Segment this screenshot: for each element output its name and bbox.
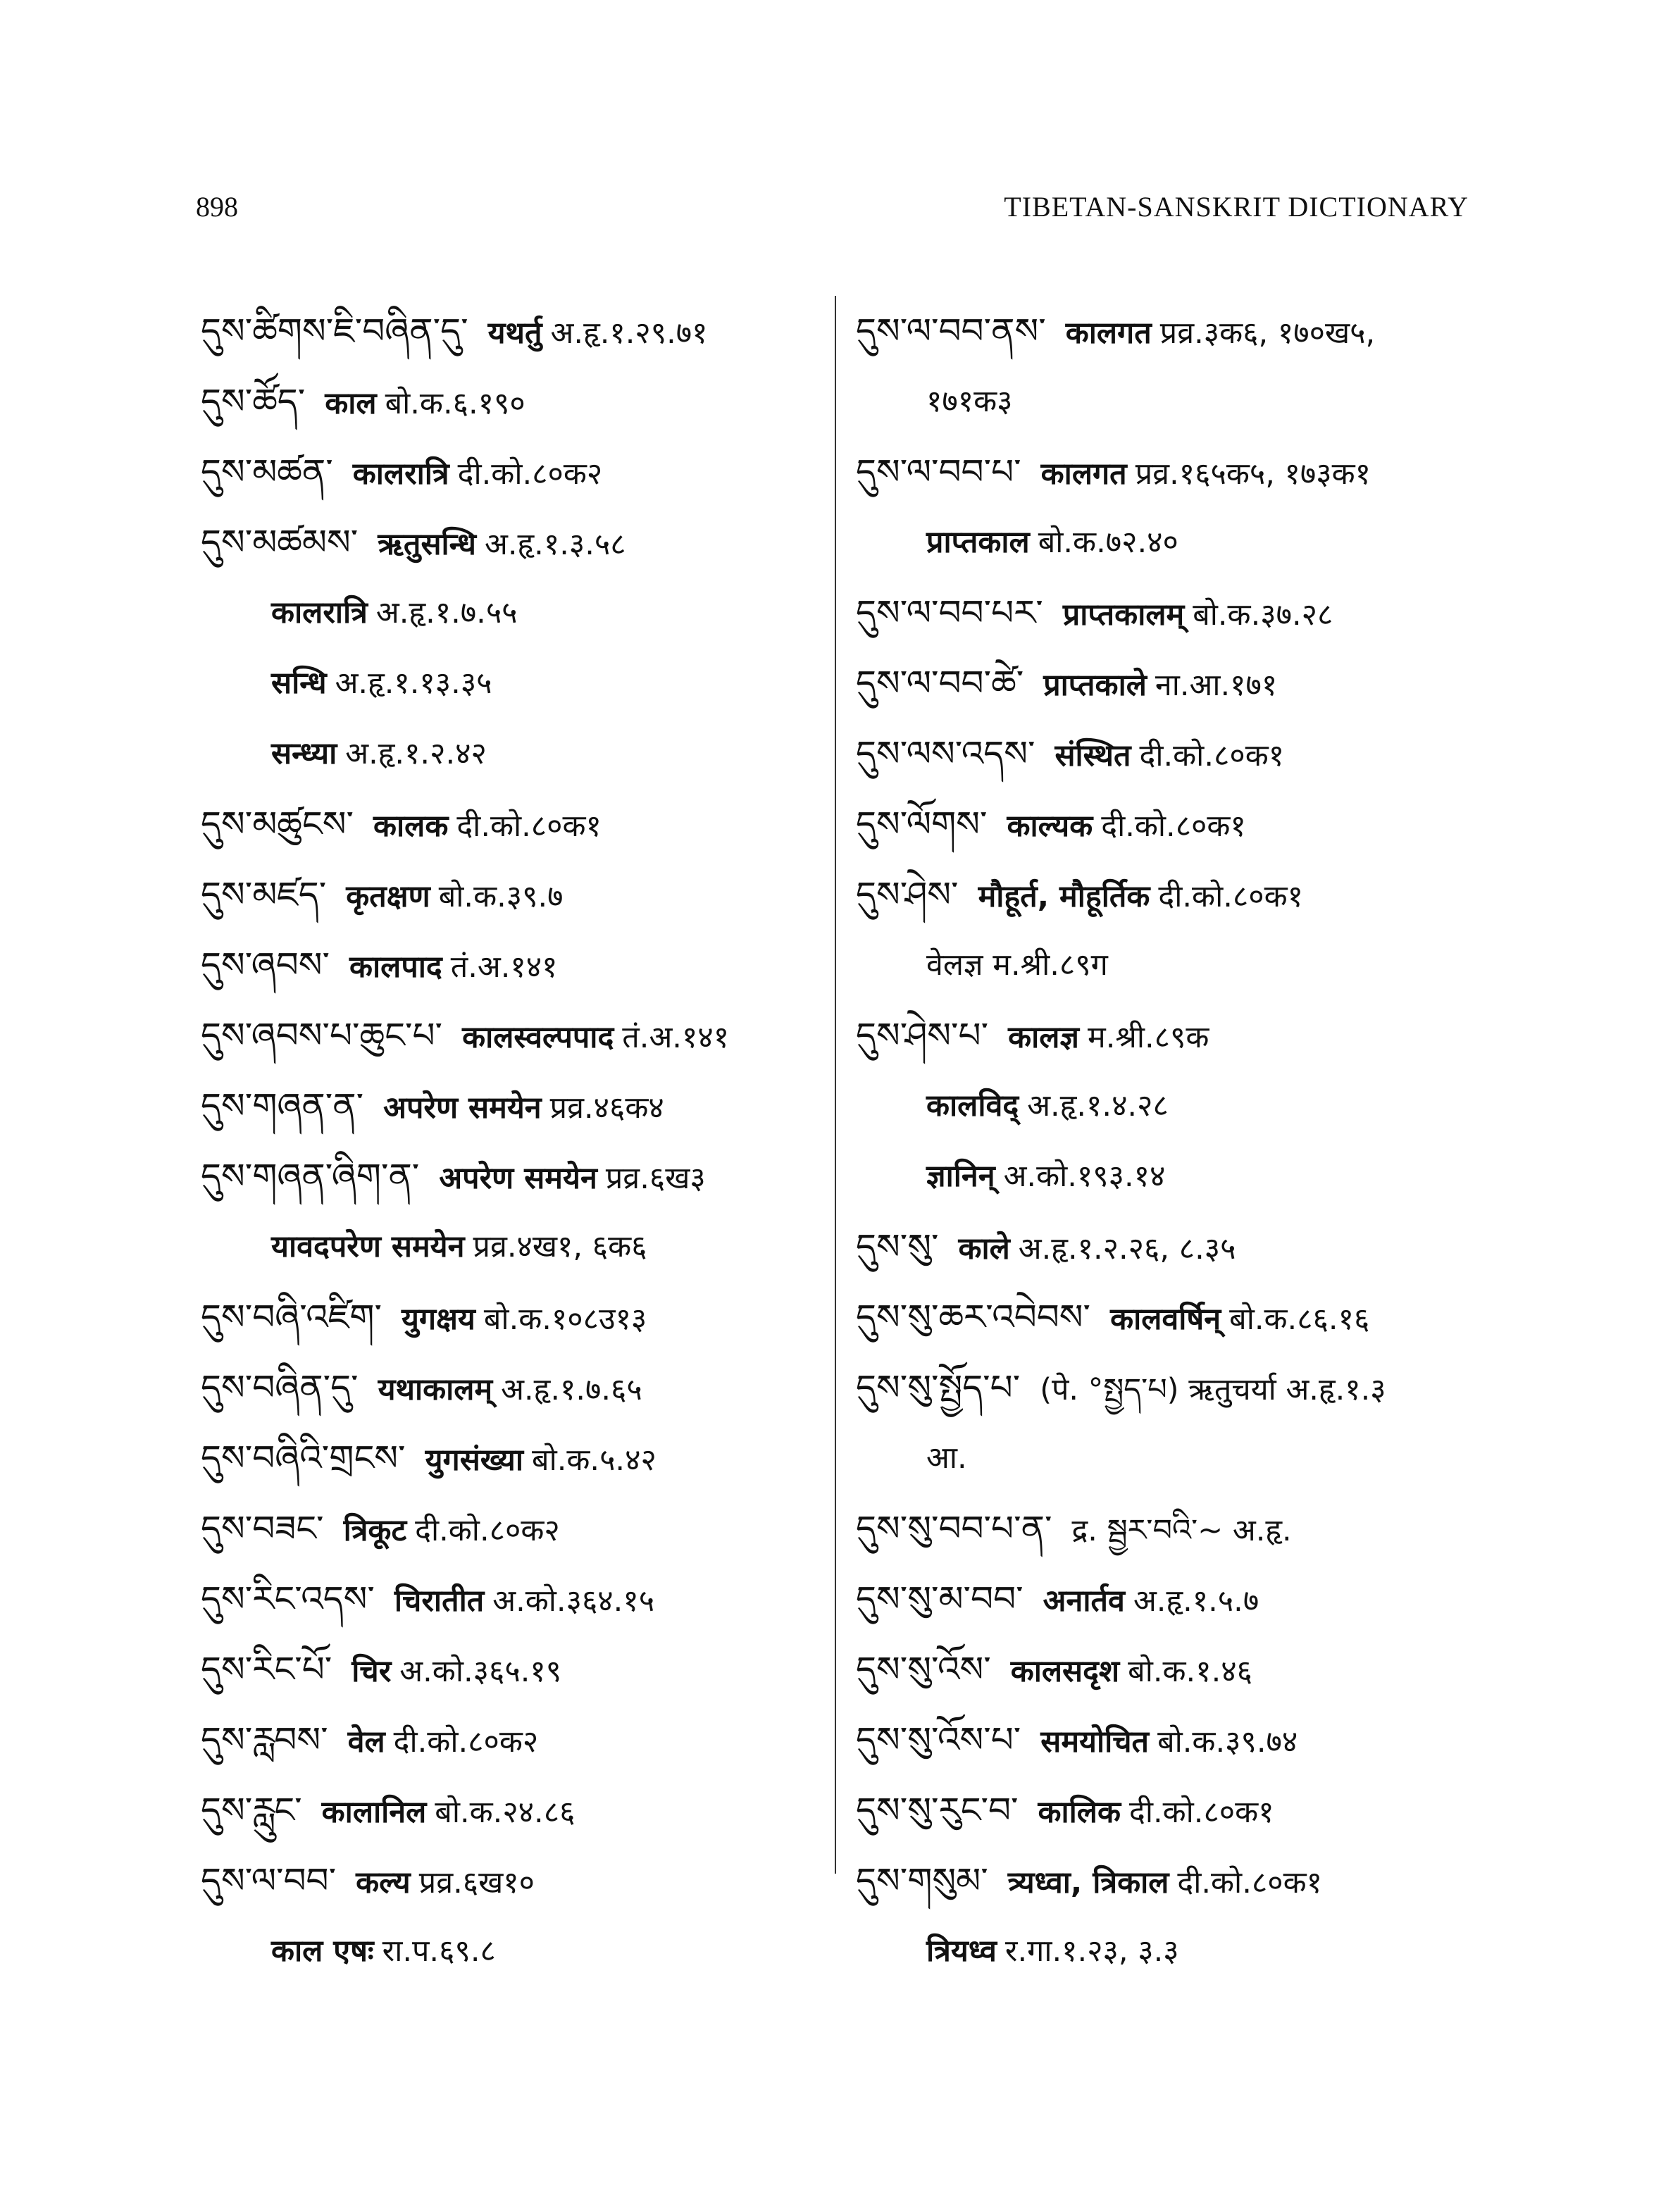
sanskrit-equivalent: त्र्यध्वा, त्रिकाल [1007,1865,1169,1900]
source-reference: दी.को.८०क२ [415,1513,560,1548]
source-reference: रा.प.६९.८ [382,1934,496,1969]
tibetan-headword: དུས་མཚམས་ [201,522,359,563]
dictionary-entry [201,1282,821,1352]
source-reference: अ.हृ.१.७.६५ [501,1372,642,1407]
dictionary-subentry [201,1212,821,1282]
source-reference: ना.आ.१७१ [1155,668,1278,703]
sanskrit-equivalent: त्रिकूट [343,1513,407,1548]
source-reference: तं.अ.१४१ [622,1020,730,1055]
sanskrit-equivalent: मौहूर्त, मौहूर्तिक [978,879,1150,914]
source-reference: दी.को.८०क२ [457,456,603,492]
source-reference: दी.को.८०क१ [456,809,602,844]
source-reference: बो.क.३९.७४ [1157,1724,1298,1760]
source-reference: प्रव्र.४६क४ [549,1090,664,1126]
dictionary-entry [201,1141,821,1212]
tibetan-headword: དུས་མཚུངས་ [201,804,354,845]
sanskrit-equivalent: कालगत [1065,316,1152,351]
sanskrit-equivalent: कालक [373,809,449,844]
running-head: TIBETAN-SANSKRIT DICTIONARY [1004,191,1469,223]
tibetan-headword: དུས་སུ་རུང་བ་ [856,1790,1019,1831]
source-reference: र.गा.१.२३, ३.३ [1004,1934,1179,1969]
tibetan-headword: དུས་སུ་འོས་ [856,1649,991,1690]
source-reference: दी.को.८०क१ [1177,1865,1322,1900]
source-reference: अ.हृ.१.७.५५ [375,595,518,630]
source-reference: प्रव्र.३क६, १७०ख५, [1159,316,1376,351]
source-reference: तं.अ.१४१ [450,950,558,985]
source-reference: द्र. སྦྱར་བའི་~ अ.हृ. [1071,1513,1292,1548]
column-divider [835,296,836,1874]
tibetan-headword: དུས་ལས་འདས་ [856,733,1035,774]
dictionary-entry [856,1000,1490,1071]
sanskrit-equivalent: ज्ञानिन् [926,1159,995,1194]
tibetan-headword: དུས་ལོགས་ [856,804,988,845]
tibetan-headword: དུས་རིང་པོ་ [201,1649,332,1690]
dictionary-entry [201,1423,821,1493]
sanskrit-equivalent: वेल [347,1724,385,1760]
source-reference: अ.हृ.१.५.७ [1133,1583,1259,1619]
tibetan-headword: དུས་སུ་ [856,1226,939,1267]
dictionary-entry [201,1493,821,1564]
source-reference: १७१क३ [926,384,1013,419]
dictionary-entry [856,1282,1490,1352]
source-reference: बो.क.७२.४० [1038,525,1178,560]
sanskrit-equivalent: समयोचित [1040,1724,1150,1760]
source-reference: अ.हृ.१.१३.३५ [335,666,492,701]
source-reference: प्रव्र.१६५क५, १७३क१ [1135,456,1371,492]
dictionary-entry [856,859,1490,930]
source-reference: (पे. °སྤྱད་པ) ऋतुचर्या अ.हृ.१.३ [1040,1372,1386,1407]
sanskrit-equivalent: अनार्तव [1043,1583,1125,1619]
dictionary-subentry [856,1423,1490,1493]
source-reference: अ.हृ.१.२.४२ [345,736,487,771]
source-reference: अ.हृ.१.२९.७१ [550,316,708,351]
source-reference: दी.को.८०क२ [393,1724,539,1760]
sanskrit-equivalent: सन्धि [271,666,327,701]
dictionary-entry [856,718,1490,789]
dictionary-entry [856,1845,1490,1916]
source-reference: अ.को.१९३.१४ [1003,1159,1166,1194]
sanskrit-equivalent: चिरातीत [394,1583,485,1619]
dictionary-entry [856,1212,1490,1282]
source-reference: बो.क.३७.२८ [1193,597,1333,633]
tibetan-headword: དུས་རླབས་ [201,1719,328,1760]
tibetan-headword: དུས་ཚོད་ [201,381,306,422]
dictionary-subentry [201,648,821,718]
dictionary-entry [201,366,821,437]
dictionary-entry [856,296,1490,366]
right-column [856,296,1490,1986]
sanskrit-equivalent: कल्य [356,1865,411,1900]
dictionary-subentry [856,1141,1490,1212]
source-reference: प्रव्र.४ख१, ६क६ [473,1229,647,1264]
source-reference: प्रव्र.६ख३ [605,1161,706,1196]
source-reference: म.श्री.८९क [1088,1020,1209,1055]
dictionary-entry [856,578,1490,648]
tibetan-headword: དུས་རིང་འདས་ [201,1579,375,1619]
dictionary-subentry [201,578,821,648]
sanskrit-equivalent: चिर [351,1654,392,1689]
source-reference: बो.क.८६.१६ [1229,1302,1370,1337]
tibetan-headword: དུས་ལ་བབ་ [201,1860,337,1901]
sanskrit-equivalent: कालस्वल्पपाद [462,1020,614,1055]
tibetan-headword: དུས་ཞབས་ [201,945,330,985]
tibetan-headword: དུས་རླུང་ [201,1790,302,1831]
dictionary-subentry [856,930,1490,1000]
sanskrit-equivalent: कालानिल [321,1795,427,1830]
tibetan-headword: དུས་ལ་བབ་ཚེ་ [856,663,1024,704]
dictionary-entry [856,1493,1490,1564]
dictionary-subentry [201,718,821,789]
sanskrit-equivalent: त्रियध्व [926,1934,997,1969]
source-reference: दी.को.८०क१ [1101,809,1246,844]
dictionary-entry [856,789,1490,859]
tibetan-headword: དུས་བཞིན་དུ་ [201,1367,359,1408]
sanskrit-equivalent: कालवर्षिन् [1110,1302,1221,1337]
dictionary-entry [201,1000,821,1071]
source-reference: अ.हृ.१.३.५८ [485,527,626,562]
source-reference: बो.क.१०८उ१३ [483,1302,647,1337]
source-reference: वेलज्ञ म.श्री.८९ग [926,947,1108,983]
dictionary-entry [856,437,1490,507]
dictionary-entry [201,507,821,578]
tibetan-headword: དུས་མཛད་ [201,874,327,915]
dictionary-entry [201,1845,821,1916]
sanskrit-equivalent: काल [325,386,377,421]
sanskrit-equivalent: अपरेण समयेन [439,1161,597,1196]
tibetan-headword: དུས་བཟང་ [201,1508,324,1549]
left-column [201,296,821,1986]
source-reference: बो.क.५.४२ [532,1443,657,1478]
dictionary-entry [856,1775,1490,1845]
sanskrit-equivalent: अपरेण समयेन [383,1090,542,1126]
dictionary-subentry [856,1916,1490,1986]
tibetan-headword: དུས་ལ་བབ་པ་ [856,452,1021,492]
source-reference: अ.हृ.१.४.२८ [1027,1088,1169,1123]
dictionary-entry [201,859,821,930]
tibetan-headword: དུས་སུ་སྤྱོད་པ་ [856,1367,1021,1408]
sanskrit-equivalent: कालिक [1038,1795,1121,1830]
dictionary-entry [201,1564,821,1634]
dictionary-subentry [856,507,1490,578]
sanskrit-equivalent: संस्थित [1054,738,1131,773]
source-reference: बो.क.६.१९० [385,386,525,421]
sanskrit-equivalent: सन्ध्या [271,736,337,771]
sanskrit-equivalent: काल एषः [271,1934,374,1969]
source-reference: प्रव्र.६ख१० [418,1865,535,1900]
page-number: 898 [196,191,238,223]
dictionary-subentry [856,366,1490,437]
source-reference: बो.क.१.४६ [1128,1654,1252,1689]
tibetan-headword: དུས་ཤེས་ [856,874,959,915]
dictionary-entry [201,930,821,1000]
sanskrit-equivalent: प्राप्तकालम् [1062,597,1185,633]
tibetan-headword: དུས་ལ་བབ་པར་ [856,592,1043,633]
tibetan-headword: དུས་སུ་ཆར་འབེབས་ [856,1297,1091,1338]
sanskrit-equivalent: युगसंख्या [425,1443,524,1478]
tibetan-headword: དུས་བཞིའི་གྲངས་ [201,1438,406,1478]
tibetan-headword: དུས་ཞབས་པ་ཆུང་པ་ [201,1015,443,1056]
tibetan-headword: དུས་སུ་འོས་པ་ [856,1719,1021,1760]
dictionary-entry [201,1705,821,1775]
dictionary-entry [201,1352,821,1423]
tibetan-headword: དུས་གསུམ་ [856,1860,988,1901]
sanskrit-equivalent: प्राप्तकाल [926,525,1030,560]
dictionary-entry [201,1071,821,1141]
dictionary-entry [201,1775,821,1845]
tibetan-headword: དུས་ཤེས་པ་ [856,1015,989,1056]
dictionary-subentry [856,1071,1490,1141]
sanskrit-equivalent: कालरात्रि [352,456,449,492]
sanskrit-equivalent: यथर्तु [487,316,542,351]
dictionary-entry [856,648,1490,718]
sanskrit-equivalent: कालसदृश [1010,1654,1120,1689]
dictionary-entry [856,1705,1490,1775]
sanskrit-equivalent: यावदपरेण समयेन [271,1229,465,1264]
sanskrit-equivalent: यथाकालम् [378,1372,493,1407]
tibetan-headword: དུས་ལ་བབ་ནས་ [856,311,1046,351]
dictionary-entry [201,437,821,507]
source-reference: अ.को.३६५.१९ [399,1654,562,1689]
dictionary-entry [201,1634,821,1705]
dictionary-entry [201,296,821,366]
source-reference: अ.को.३६४.१५ [492,1583,655,1619]
sanskrit-equivalent: कालगत [1040,456,1127,492]
dictionary-entry [856,1634,1490,1705]
sanskrit-equivalent: युगक्षय [401,1302,475,1337]
sanskrit-equivalent: काले [958,1231,1010,1266]
sanskrit-equivalent: कालरात्रि [271,595,368,630]
source-reference: बो.क.३९.७ [438,879,564,914]
tibetan-headword: དུས་སུ་བབ་པ་ན་ [856,1508,1052,1549]
sanskrit-equivalent: कृतक्षण [346,879,430,914]
dictionary-entry [856,1564,1490,1634]
sanskrit-equivalent: ऋतुसन्धि [378,527,476,562]
sanskrit-equivalent: कालज्ञ [1008,1020,1079,1055]
sanskrit-equivalent: काल्यक [1007,809,1093,844]
tibetan-headword: དུས་གཞན་ཞིག་ན་ [201,1156,420,1197]
tibetan-headword: དུས་གཞན་ན་ [201,1085,364,1126]
source-reference: दी.को.८०क१ [1139,738,1285,773]
source-reference: दी.को.८०क१ [1158,879,1303,914]
dictionary-subentry [201,1916,821,1986]
dictionary-entry [201,789,821,859]
tibetan-headword: དུས་ཚིགས་ཇི་བཞིན་དུ་ [201,311,468,351]
dictionary-entry [856,1352,1490,1423]
source-reference: आ. [926,1440,967,1476]
tibetan-headword: དུས་བཞི་འཛིག་ [201,1297,382,1338]
source-reference: दी.को.८०क१ [1128,1795,1274,1830]
sanskrit-equivalent: प्राप्तकाले [1043,668,1147,703]
source-reference: बो.क.२४.८६ [435,1795,575,1830]
tibetan-headword: དུས་མཚན་ [201,452,333,492]
sanskrit-equivalent: कालविद् [926,1088,1019,1123]
sanskrit-equivalent: कालपाद [349,950,442,985]
tibetan-headword: དུས་སུ་མ་བབ་ [856,1579,1023,1619]
source-reference: अ.हृ.१.२.२६, ८.३५ [1018,1231,1236,1266]
